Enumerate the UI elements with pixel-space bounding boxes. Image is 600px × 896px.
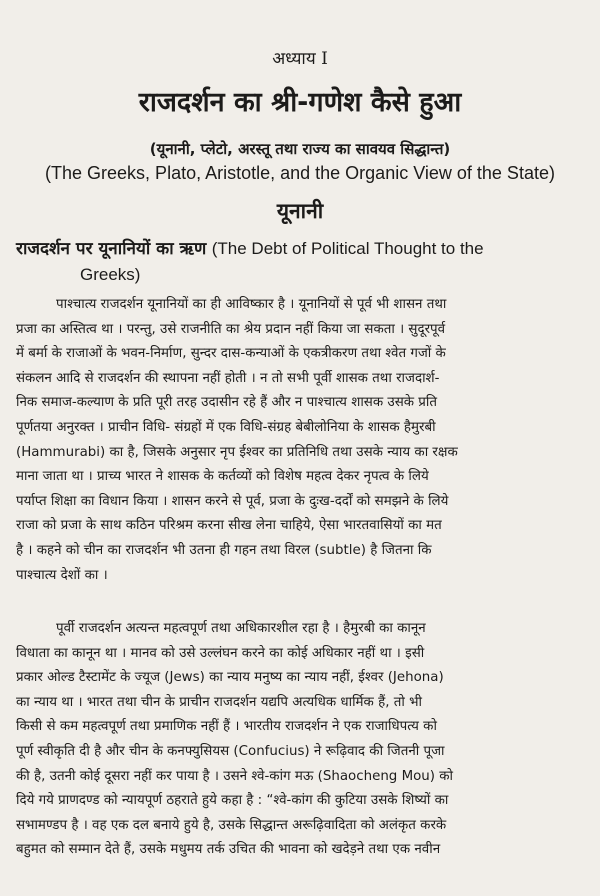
sub-heading	[16, 236, 586, 287]
paragraph-line: की है, उतनी कोई दूसरा नहीं कर पाया है । उसने श्वे-कांग मऊ (Shaocheng Mou) को	[16, 768, 454, 784]
paragraph-line: पूर्ण स्वीकृति दी है और चीन के कनफ्युसियस (Confucius) ने रूढ़िवाद की जितनी पूजा	[16, 743, 445, 759]
chapter-subtitle-hindi: (यूनानी, प्लेटो, अरस्तू तथा राज्य का सावयव सिद्धान्त)	[149, 140, 451, 158]
chapter-label: अध्याय I	[272, 49, 328, 69]
paragraph-line: माना जाता था । प्राच्य भारत ने शासक के कर्तव्यों को विशेष महत्व देकर नृपत्व के लिये	[16, 469, 429, 485]
paragraph-2	[16, 617, 586, 863]
paragraph-line: दिये गये प्राणदण्ड को न्यायपूर्ण ठहराते हुये कहा है : “श्वे-कांग की कुटिया उसके शिष्यों का	[16, 793, 449, 809]
sub-heading-english: (The Debt of Political Thought to the	[211, 239, 484, 258]
paragraph-line: पूर्णतया अनुरक्त । प्राचीन विधि- संग्रहों में एक विधि-संग्रह बेबीलोनिया के शासक हैमुरबी	[16, 419, 436, 435]
paragraph-line: संकलन आदि से राजदर्शन की स्थापना नहीं होती । न तो सभी पूर्वी शासक तथा राजदार्श-	[16, 370, 440, 386]
paragraph-line: किसी से कम महत्वपूर्ण तथा प्रमाणिक नहीं हैं । भारतीय राजदर्शन ने एक राजाधिपत्य को	[16, 719, 437, 735]
paragraph-line: (Hammurabi) का है, जिसके अनुसार नृप ईश्वर का प्रतिनिधि तथा उसके न्याय का रक्षक	[16, 444, 458, 460]
paragraph-line: पाश्चात्य देशों का ।	[16, 567, 108, 583]
chapter-title: राजदर्शन का श्री-गणेश कैसे हुआ	[138, 87, 462, 118]
chapter-subtitle-english: (The Greeks, Plato, Aristotle, and the Organic View of the State)	[45, 163, 555, 183]
sub-heading-hindi: राजदर्शन पर यूनानियों का ऋण	[16, 239, 207, 259]
paragraph-line: राजा को प्रजा के साथ कठिन परिश्रम करना सीख लेना चाहिये, ऐसा भारतवासियों का मत	[16, 518, 442, 534]
paragraph-line: विधाता का कानून था । मानव को उसे उल्लंघन करने का कोई अधिकार नहीं था । इसी	[16, 645, 425, 661]
paragraph-line: निक समाज-कल्याण के प्रति पूरी तरह उदासीन रहे हैं और न पाश्चात्य शासक उसके प्रति	[16, 395, 438, 411]
section-heading: यूनानी	[276, 199, 324, 223]
paragraph-line: प्रकार ओल्ड टैस्टामेंट के ज्यूज (Jews) का न्याय मनुष्य का न्याय नहीं, ईश्वर (Jehona)	[16, 670, 444, 686]
paragraph-line: प्रजा का अस्तित्व था । परन्तु, उसे राजनीति का श्रेय प्रदान नहीं किया जा सकता । सुदूरपूर्व	[16, 321, 446, 337]
paragraph-line: है । कहने को चीन का राजदर्शन भी उतना ही गहन तथा विरल (subtle) है जितना कि	[16, 542, 432, 558]
paragraph-line: पाश्चात्य राजदर्शन यूनानियों का ही आविष्कार है । यूनानियों से पूर्व भी शासन तथा	[56, 297, 447, 312]
paragraph-line: का न्याय था । भारत तथा चीन के प्राचीन राजदर्शन यद्यपि अत्यधिक धार्मिक हैं, तो भी	[16, 694, 422, 710]
paragraph-line: बहुमत को सम्मान देते हैं, उसके मधुमय तर्क उचित की भावना को खदेड़ने तथा एक नवीन	[16, 842, 441, 858]
paragraph-line: पूर्वी राजदर्शन अत्यन्त महत्वपूर्ण तथा अधिकारशील रहा है । हैमुरबी का कानून	[56, 621, 426, 636]
paragraph-line: पर्याप्त शिक्षा का विधान किया । शासन करने से पूर्व, प्रजा के दुःख-दर्दों को समझने के लिये	[16, 493, 449, 509]
sub-heading-english-cont: Greeks)	[80, 265, 141, 284]
paragraph-line: सभामण्डप है । वह एक दल बनाये हुये है, उसके सिद्धान्त अरूढ़िवादिता को अलंकृत करके	[16, 817, 447, 833]
paragraph-line: में बर्मा के राजाओं के भवन-निर्माण, सुन्दर दास-कन्याओं के एकत्रीकरण तथा श्वेत गजों के	[16, 346, 446, 362]
paragraph-1	[16, 293, 586, 588]
